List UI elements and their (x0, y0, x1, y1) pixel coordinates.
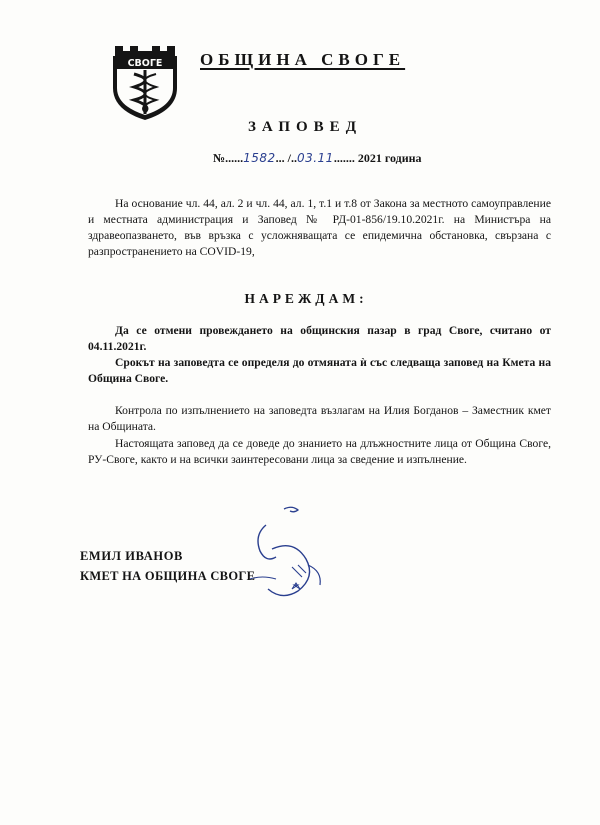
decree-point-market-cancellation: Да се отмени провеждането на общинския пазар в град Своге, считано от 04.11.2021г. (88, 324, 551, 353)
notification-paragraph: Настоящата заповед да се доведе до знанието на длъжностните лица от Община Своге, РУ-Своге, както и на всички заинтересовани лица за сведение и изпълнение. (88, 437, 551, 466)
signer-title: КМЕТ НА ОБЩИНА СВОГЕ (80, 569, 256, 583)
order-number-line: №......1582... /..03.11....... 2021 година (213, 151, 422, 165)
handwritten-signature (232, 505, 342, 605)
handwritten-number: 1582 (243, 151, 276, 165)
crest-text: СВОГЕ (127, 58, 163, 69)
number-prefix: № (213, 151, 226, 165)
decree-point-validity-term: Срокът на заповедта се определя до отмяната ѝ със следваща заповед на Кмета на Община Своге. (88, 356, 551, 385)
year-suffix: 2021 година (357, 151, 422, 165)
municipality-title: ОБЩИНА СВОГЕ (200, 50, 406, 69)
signer-name: ЕМИЛ ИВАНОВ (80, 549, 183, 563)
decree-heading: НАРЕЖДАМ: (244, 291, 368, 306)
municipality-crest-logo (108, 40, 182, 122)
handwritten-date: 03.11 (296, 151, 334, 165)
control-assignment-paragraph: Контрола по изпълнението на заповедта възлагам на Илия Богданов – Заместник кмет на Общината. (88, 404, 551, 433)
document-title: ЗАПОВЕД (247, 119, 363, 135)
number-separator: / (287, 151, 291, 165)
preamble-paragraph: На основание чл. 44, ал. 2 и чл. 44, ал. 1, т.1 и т.8 от Закона за местното самоуправление и местната администрация и Заповед № РД-01-856/19.10.2021г. на Министъра на здравеопазването, във връзка с усложняващата се епидемична обстановка, свързана с разпространението на COVID-19, (88, 197, 551, 258)
